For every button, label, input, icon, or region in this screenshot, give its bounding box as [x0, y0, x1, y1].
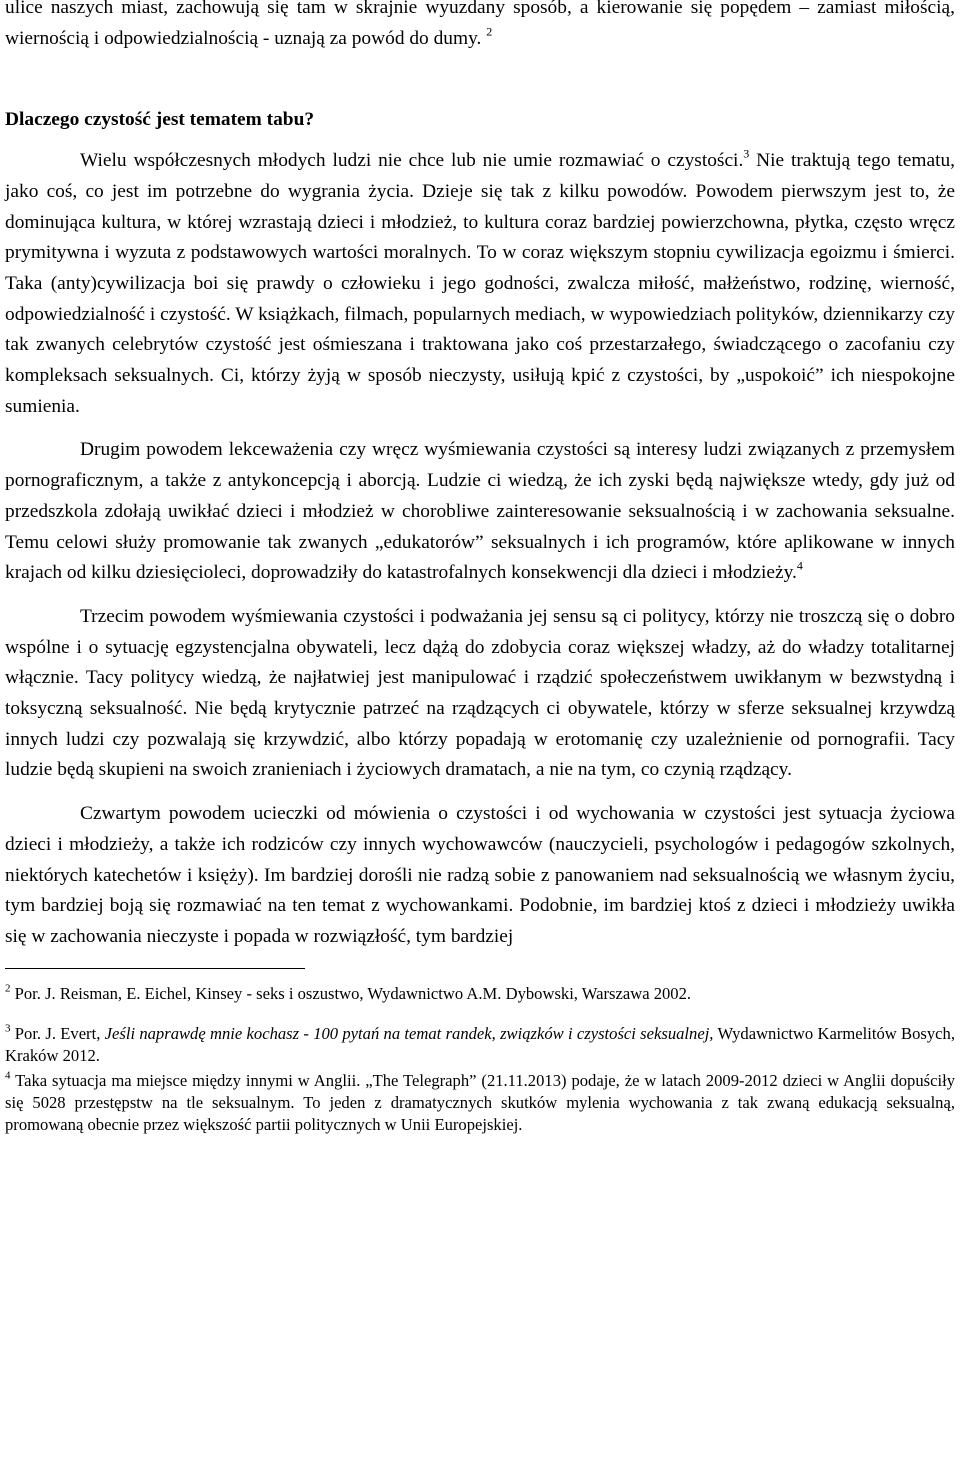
- footnote-ref-4[interactable]: 4: [796, 558, 803, 573]
- footnote-book-title: Jeśli naprawdę mnie kochasz - 100 pytań na temat randek, związków i czystości seksualnej,: [104, 1023, 714, 1043]
- footnote-number: 2: [5, 982, 11, 994]
- footnote-3: [5, 1023, 955, 1067]
- footnote-2: [5, 983, 955, 1005]
- paragraph-continued: [5, 0, 955, 54]
- paragraph-text: Drugim powodem lekceważenia czy wręcz wyśmiewania czystości są interesy ludzi związanych z przemysłem pornograficznym, a także z antykoncepcją i aborcją. Ludzie ci wiedzą, że ich zyski będą największe wtedy, gdy już od przedszkola zdołają uwikłać dzieci i młodzież w chorobliwe zainteresowanie seksualnością i w zachowania seksualne. Temu celowi służy promowanie tak zwanych „edukatorów” seksualnych i ich programów, które aplikowane w innych krajach od kilku dziesięcioleci, doprowadziły do katastrofalnych konsekwencji dla dzieci i młodzieży.: [5, 439, 955, 584]
- footnote-ref-3[interactable]: 3: [743, 146, 750, 161]
- footnote-ref-2[interactable]: 2: [486, 24, 493, 39]
- footnote-text: Por. J. Reisman, E. Eichel, Kinsey - seks i oszustwo, Wydawnictwo A.M. Dybowski, Warszawa 2002.: [10, 983, 692, 1003]
- paragraph-text: Nie traktują tego tematu, jako coś, co jest im potrzebne do wygrania życia. Dzieje się tak z kilku powodów. Powodem pierwszym jest to, że dominująca kultura, w której wzrastają dzieci i młodzież, to kultura coraz bardziej powierzchowna, płytka, często wręcz prymitywna i wyzuta z podstawowych wartości moralnych. To w coraz większym stopniu cywilizacja egoizmu i śmierci. Taka (anty)cywilizacja boi się prawdy o człowieku i jego godności, zwalcza miłość, małżeństwo, rodzinę, wierność, odpowiedzialność i czystość. W książkach, filmach, popularnych mediach, w wypowiedziach polityków, dziennikarzy czy tak zwanych celebrytów czystość jest ośmieszana i traktowana jako coś przestarzałego, świadczącego o zacofaniu czy kompleksach seksualnych. Ci, którzy żyją w sposób nieczysty, usiłują kpić z czystości, by „uspokoić” ich niespokojne sumienia.: [5, 150, 955, 417]
- paragraph-fourth-reason: Czwartym powodem ucieczki od mówienia o czystości i od wychowania w czystości jest sytuacja życiowa dzieci i młodzieży, a także ich rodziców czy innych wychowawców (nauczycieli, psychologów i pedagogów szkolnych, niektórych katechetów i księży). Im bardziej dorośli nie radzą sobie z panowaniem nad seksualnością we własnym życiu, tym bardziej boją się rozmawiać na ten temat z wychowankami. Podobnie, im bardziej ktoś z dzieci i młodzieży uwikła się w zachowania nieczyste i popada w rozwiązłość, tym bardziej: [5, 803, 955, 947]
- paragraph-second-reason: [5, 435, 955, 589]
- footnote-number: 3: [5, 1022, 11, 1034]
- paragraph-text: Wielu współczesnych młodych ludzi nie chce lub nie umie rozmawiać o czystości.: [80, 150, 744, 172]
- footnote-number: 4: [5, 1069, 11, 1081]
- section-heading: Dlaczego czystość jest tematem tabu?: [5, 109, 315, 131]
- footnote-text: Wydawnictwo Karmelitów Bosych, Kraków 2012.: [5, 1023, 955, 1065]
- footnote-text: Taka sytuacja ma miejsce między innymi w Anglii. „The Telegraph” (21.11.2013) podaje, że w latach 2009-2012 dzieci w Anglii dopuściły się 5028 przestępstw na tle seksualnym. To jeden z dramatycznych skutków mylenia wychowania z tak zwaną edukacją seksualną, promowaną obecnie przez większość partii politycznych w Unii Europejskiej.: [5, 1070, 955, 1134]
- paragraph-third-reason: Trzecim powodem wyśmiewania czystości i podważania jej sensu są ci politycy, którzy nie troszczą się o dobro wspólne i o sytuację egzystencjalna obywateli, lecz dążą do zdobycia coraz większej władzy, aż do władzy totalitarnej włącznie. Tacy politycy wiedzą, że najłatwiej jest manipulować i rządzić społeczeństwem uwikłanym w bezwstydną i toksyczną seksualność. Nie będą krytycznie patrzeć na rządzących ci obywatele, którzy w sferze seksualnej krzywdzą innych ludzi czy pozwalają się krzywdzić, albo którzy popadają w erotomanię czy uzależnienie od pornografii. Tacy ludzie będą skupieni na swoich zranieniach i życiowych dramatach, a nie na tym, co czynią rządzący.: [5, 605, 955, 781]
- paragraph-text: ulice naszych miast, zachowują się tam w skrajnie wyuzdany sposób, a kierowanie się popędem – zamiast miłością, wiernością i odpowiedzialnością - uznają za powód do dumy.: [5, 0, 955, 49]
- paragraph-reasons-intro: [5, 146, 955, 422]
- footnote-4: [5, 1070, 955, 1136]
- footnote-text: Por. J. Evert,: [10, 1023, 105, 1043]
- footnote-separator: [5, 968, 305, 969]
